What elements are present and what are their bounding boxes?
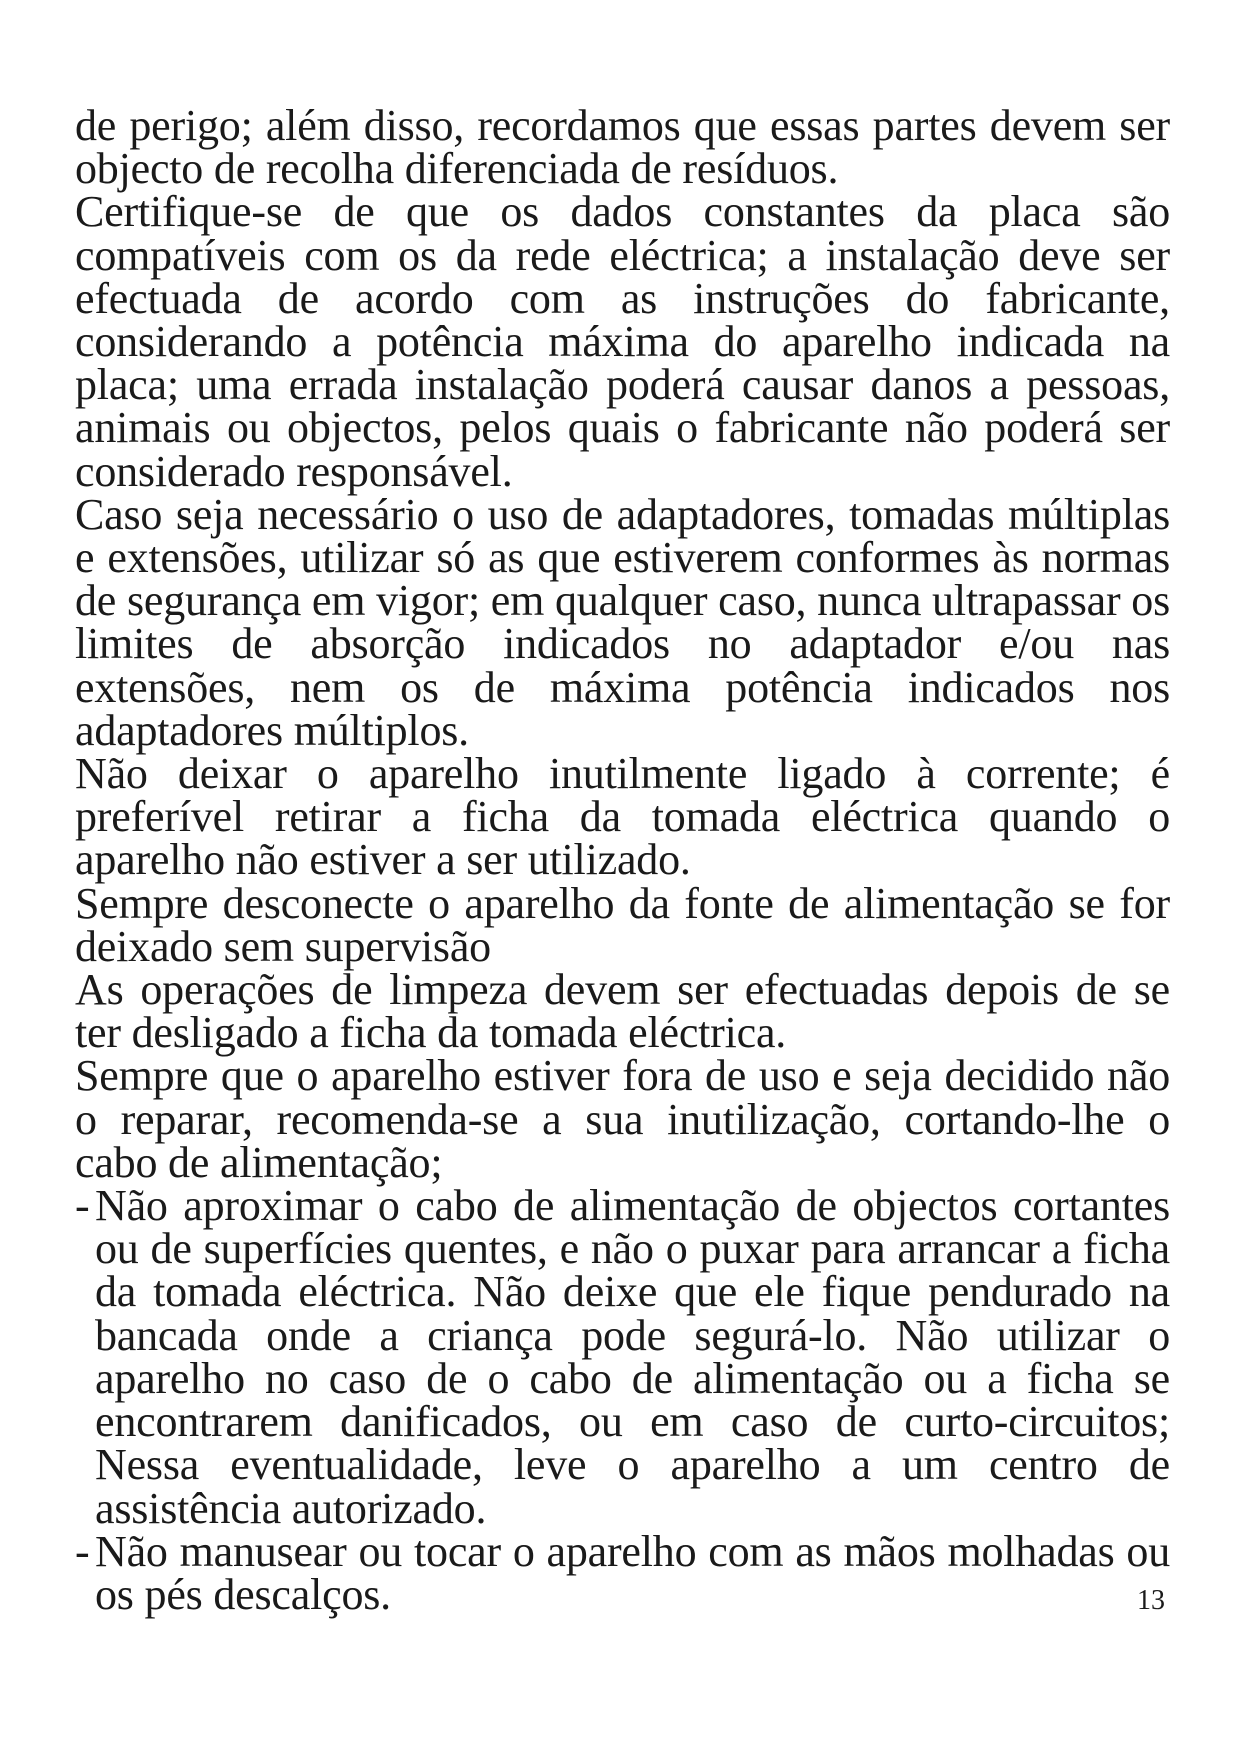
bullet-item-wet-hands [75, 1526, 1170, 1619]
bullet-marker: - [75, 1526, 90, 1576]
bullet-text: Não manusear ou tocar o aparelho com as mãos molhadas ou os pés descalços. [95, 1526, 1170, 1619]
page-number: 13 [1137, 1585, 1165, 1616]
paragraph-installation: Certifique-se de que os dados constantes da placa são compatíveis com os da rede eléctrica; a instalação deve ser efectuada de acordo com as instruções do fabricante, considerando a potência máxima do aparelho indicada na placa; uma errada instalação poderá causar danos a pessoas, animais ou objectos, pelos quais o fabricante não poderá ser considerado responsável. [75, 187, 1170, 496]
paragraph-unplug: Não deixar o aparelho inutilmente ligado à corrente; é preferível retirar a ficha da tomada eléctrica quando o aparelho não estiver a ser utilizado. [75, 749, 1170, 885]
bullet-item-cable [75, 1181, 1170, 1533]
paragraph-supervision: Sempre desconecte o aparelho da fonte de alimentação se for deixado sem supervisão [75, 878, 1170, 971]
paragraph-cleaning: As operações de limpeza devem ser efectuadas depois de se ter desligado a ficha da tomada eléctrica. [75, 965, 1170, 1058]
bullet-text: Não aproximar o cabo de alimentação de objectos cortantes ou de superfícies quentes, e não o puxar para arrancar a ficha da tomada eléctrica. Não deixe que ele fique pendurado na bancada onde a criança pode segurá-lo. Não utilizar o aparelho no caso de o cabo de alimentação ou a ficha se encontrarem danificados, ou em caso de curto-circuitos; Nessa eventualidade, leve o aparelho a um centro de assistência autorizado. [95, 1181, 1170, 1533]
bullet-marker: - [75, 1181, 90, 1231]
body-text [75, 101, 1170, 1619]
paragraph-recycling: de perigo; além disso, recordamos que essas partes devem ser objecto de recolha diferenciada de resíduos. [75, 101, 1170, 194]
paragraph-adapters: Caso seja necessário o uso de adaptadores, tomadas múltiplas e extensões, utilizar só as que estiverem conformes às normas de segurança em vigor; em qualquer caso, nunca ultrapassar os limites de absorção indicados no adaptador e/ou nas extensões, nem os de máxima potência indicados nos adaptadores múltiplos. [75, 489, 1170, 755]
paragraph-disposal: Sempre que o aparelho estiver fora de uso e seja decidido não o reparar, recomenda-se a sua inutilização, cortando-lhe o cabo de alimentação; [75, 1051, 1170, 1187]
